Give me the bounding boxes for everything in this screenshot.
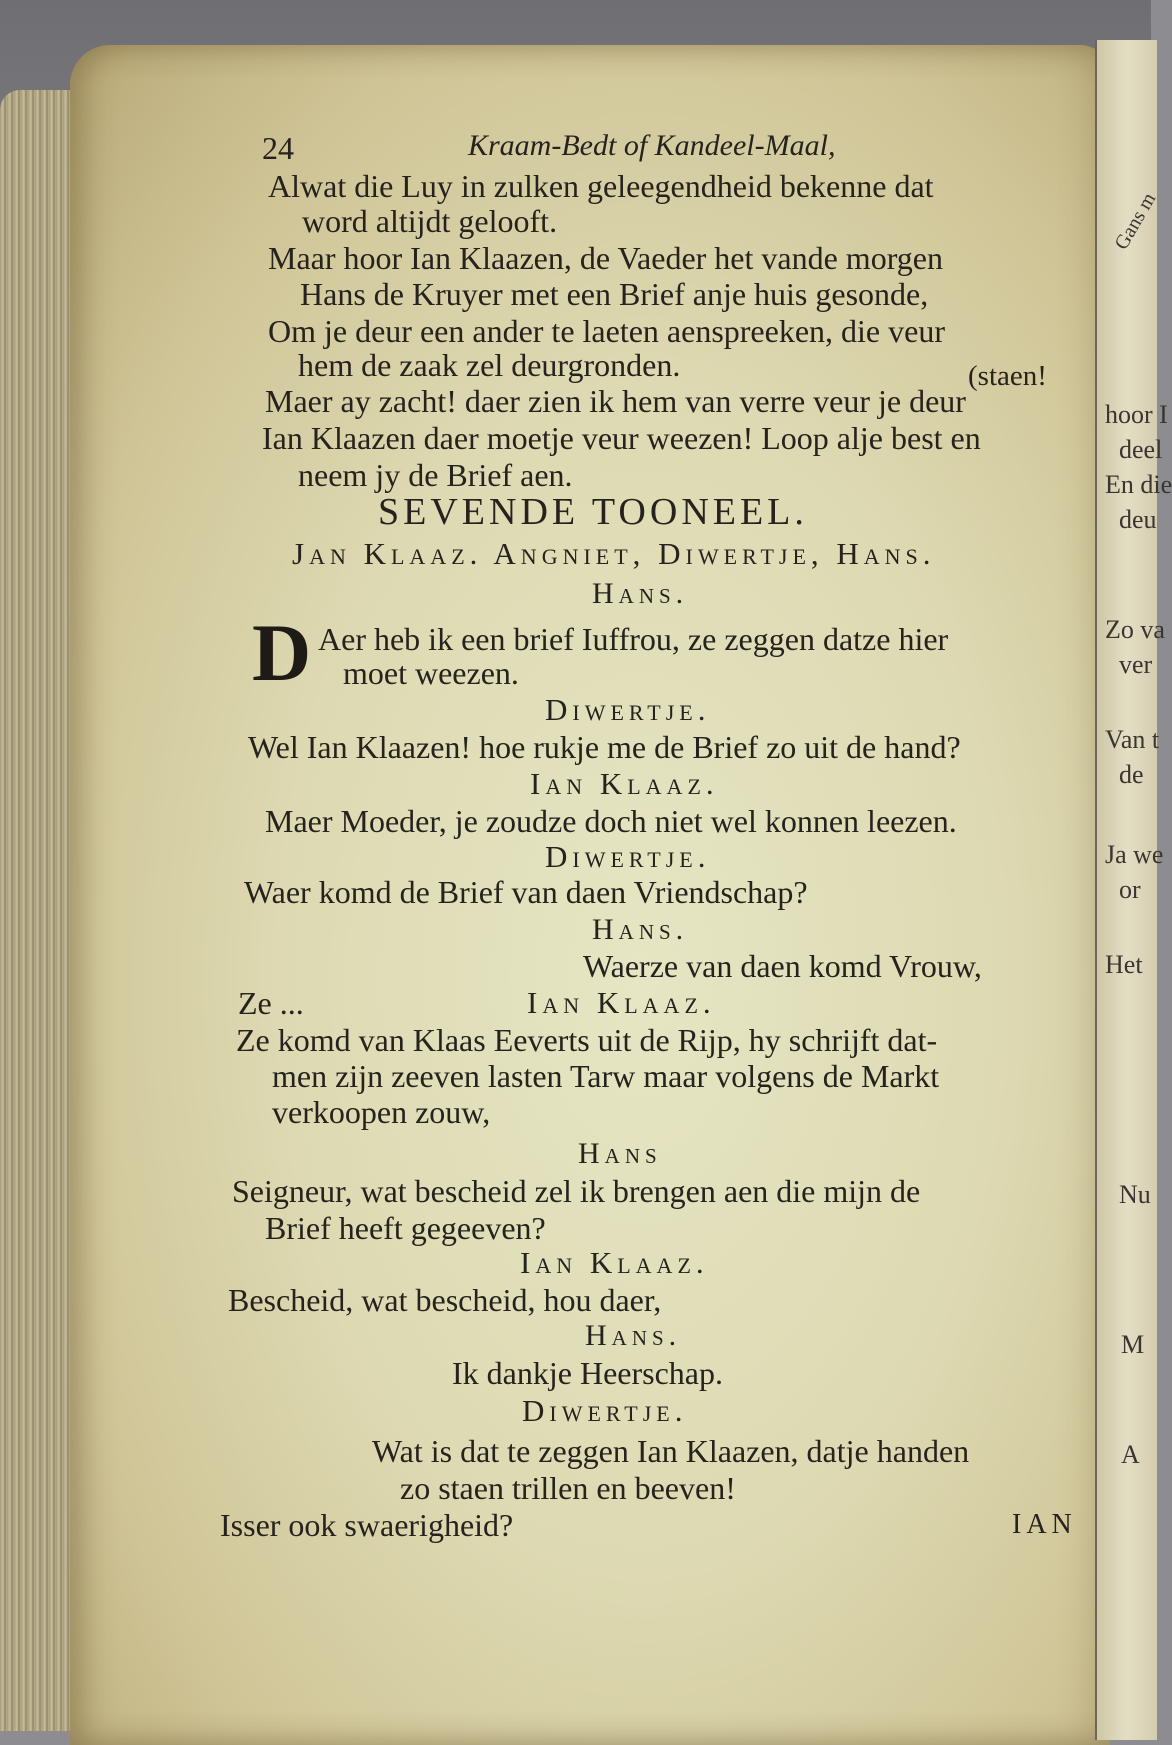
speaker-name: Hans. — [592, 577, 689, 610]
facing-page-fragment: deel — [1119, 435, 1163, 464]
text-line: Om je deur een ander te laeten aenspreeken, die veur — [268, 313, 945, 349]
facing-page-fragment: Van t — [1105, 725, 1160, 754]
facing-page-fragment: hoor I — [1105, 400, 1168, 429]
page-number: 24 — [262, 130, 294, 166]
text-line: Maar hoor Ian Klaazen, de Vaeder het vande morgen — [268, 240, 943, 276]
text-line: Ze komd van Klaas Eeverts uit de Rijp, hy schrijft dat- — [236, 1022, 938, 1058]
speaker-name: Diwertje. — [522, 1393, 688, 1428]
drop-cap: D — [252, 607, 312, 698]
running-head: Kraam-Bedt of Kandeel-Maal, — [468, 129, 836, 162]
facing-page-fragment: En die — [1105, 470, 1172, 499]
text-line: Wel Ian Klaazen! hoe rukje me de Brief zo uit de hand? — [248, 729, 961, 765]
text-line: Seigneur, wat bescheid zel ik brengen aen die mijn de — [232, 1173, 921, 1209]
text-line: Ian Klaazen daer moetje veur weezen! Loop alje best en — [262, 420, 981, 456]
text-line: Bescheid, wat bescheid, hou daer, — [228, 1282, 662, 1318]
text-line: Wat is dat te zeggen Ian Klaazen, datje handen — [372, 1433, 970, 1469]
speaker-name: Hans — [578, 1137, 662, 1170]
scene-heading: SEVENDE TOONEEL. — [378, 491, 808, 533]
text-line: word altijdt gelooft. — [302, 203, 558, 239]
speaker-name: Ian Klaaz. — [530, 766, 719, 801]
text-line: Waer komd de Brief van daen Vriendschap? — [244, 874, 808, 910]
facing-page-fragment: de — [1119, 760, 1144, 789]
text-line: Ze ... — [238, 985, 304, 1021]
speaker-name: Hans. — [585, 1319, 682, 1352]
speaker-name: Diwertje. — [545, 692, 711, 727]
facing-page-fragment: ver — [1119, 650, 1153, 679]
facing-page-fragment: Ja we — [1105, 840, 1164, 869]
facing-page-fragment: Gans m — [1110, 189, 1161, 254]
text-line: Maer Moeder, je zoudze doch niet wel konnen leezen. — [265, 803, 957, 839]
facing-page-fragment: Zo va — [1105, 615, 1165, 644]
text-line: moet weezen. — [343, 655, 519, 691]
text-line: neem jy de Brief aen. — [298, 457, 573, 493]
text-line: Alwat die Luy in zulken geleegendheid bekenne dat — [268, 168, 934, 204]
text-line: zo staen trillen en beeven! — [400, 1470, 736, 1506]
text-line: Brief heeft gegeeven? — [265, 1210, 546, 1246]
facing-page-fragment: or — [1119, 875, 1141, 904]
text-line: Aer heb ik een brief Iuffrou, ze zeggen datze hier — [318, 621, 949, 657]
speaker-name: Ian Klaaz. — [520, 1245, 709, 1280]
speaker-name: Hans. — [592, 913, 689, 946]
text-line: Maer ay zacht! daer zien ik hem van verre veur je deur — [265, 383, 966, 419]
facing-page-fragment: M — [1121, 1330, 1145, 1359]
text-line: (staen! — [968, 360, 1047, 392]
text-line: hem de zaak zel deurgronden. — [298, 347, 681, 383]
text-line: men zijn zeeven lasten Tarw maar volgens de Markt — [272, 1058, 940, 1094]
speaker-name: Diwertje. — [545, 839, 711, 874]
catchword: IAN — [1012, 1509, 1077, 1540]
speaker-name: Ian Klaaz. — [527, 985, 716, 1020]
text-line: Hans de Kruyer met een Brief anje huis gesonde, — [300, 276, 929, 312]
text-line: Ik dankje Heerschap. — [452, 1355, 723, 1391]
facing-page-fragment: Het — [1105, 950, 1143, 979]
text-line: Isser ook swaerigheid? — [220, 1507, 514, 1543]
facing-page-fragment: deu — [1119, 505, 1157, 534]
facing-page-fragment: Nu — [1119, 1180, 1151, 1209]
text-line: Waerze van daen komd Vrouw, — [583, 948, 982, 984]
facing-page-fragment: A — [1121, 1440, 1140, 1469]
cast-list: Jan Klaaz. Angniet, Diwertje, Hans. — [292, 536, 936, 571]
text-line: verkoopen zouw, — [272, 1094, 491, 1130]
